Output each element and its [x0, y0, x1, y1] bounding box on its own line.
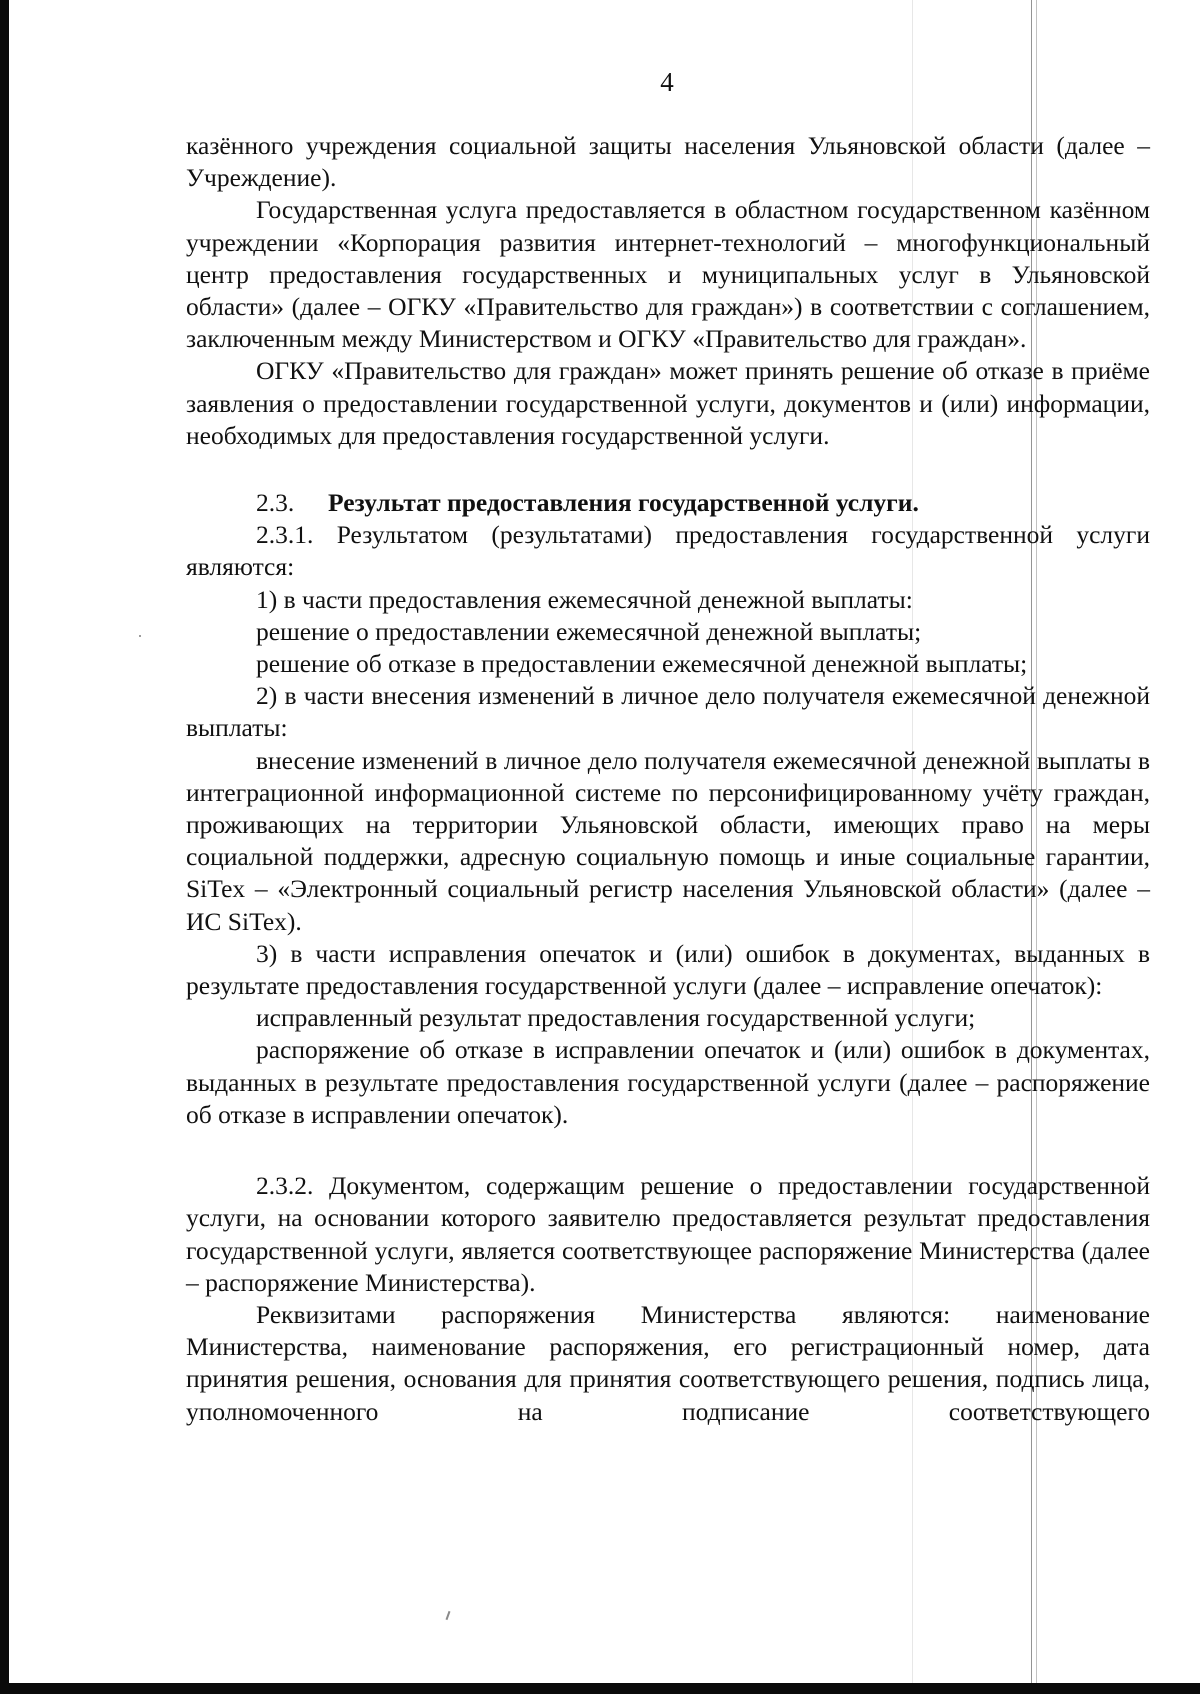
page-number: 4	[660, 67, 674, 97]
scan-artifact	[446, 1611, 451, 1620]
scan-border-left	[0, 0, 9, 1694]
paragraph: распоряжение об отказе в исправлении опечаток и (или) ошибок в документах, выданных в результате предоставления государственной услуги (далее – распоряжение об отказе в исправлении опечаток).	[186, 1035, 1150, 1129]
paragraph: 2.3.1. Результатом (результатами) предоставления государственной услуги являются:	[186, 520, 1150, 582]
spacer	[186, 452, 1150, 487]
paragraph: Реквизитами распоряжения Министерства являются: наименование Министерства, наименование распоряжения, его регистрационный номер, дата принятия решения, основания для принятия соответствующего решения, подпись лица, уполномоченного на подписание соответствующего	[186, 1299, 1150, 1426]
paragraph: ОГКУ «Правительство для граждан» может принять решение об отказе в приёме заявления о предоставлении государственной услуги, документов и (или) информации, необходимых для предоставления государственной услуги.	[186, 356, 1150, 450]
paragraph: 2) в части внесения изменений в личное дело получателя ежемесячной денежной выплаты:	[186, 681, 1150, 743]
spacer	[186, 1131, 1150, 1170]
paragraph: Государственная услуга предоставляется в областном государственном казённом учреждении «Корпорация развития интернет-технологий – многофункциональный центр предоставления государственных и муниципальных услуг в Ульяновской области» (далее – ОГКУ «Правительство для граждан») в соответствии с соглашением, заключенным между Министерством и ОГКУ «Правительство для граждан».	[186, 195, 1150, 354]
section-number: 2.3.	[256, 488, 295, 518]
document-body	[186, 130, 1150, 1428]
paragraph: 2.3.2. Документом, содержащим решение о предоставлении государственной услуги, на основании которого заявителю предоставляется результат предоставления государственной услуги, является соответствующее распоряжение Министерства (далее – распоряжение Министерства).	[186, 1171, 1150, 1297]
list-item: решение об отказе в предоставлении ежемесячной денежной выплаты;	[256, 649, 1028, 679]
list-item: 1) в части предоставления ежемесячной денежной выплаты:	[256, 584, 913, 614]
scan-border-bottom	[0, 1683, 1200, 1694]
paragraph: внесение изменений в личное дело получателя ежемесячной денежной выплаты в интеграционной информационной системе по персонифицированному учёту граждан, проживающих на территории Ульяновской области, имеющих право на меры социальной поддержки, адресную социальную помощь и иные социальные гарантии, SiTex – «Электронный социальный регистр населения Ульяновской области» (далее – ИС SiTex).	[186, 745, 1150, 936]
paragraph: казённого учреждения социальной защиты населения Ульяновской области (далее – Учреждение).	[186, 131, 1150, 193]
scan-artifact	[139, 635, 141, 637]
list-item: исправленный результат предоставления государственной услуги;	[256, 1003, 976, 1033]
section-heading	[186, 487, 1150, 519]
section-title: Результат предоставления государственной услуги.	[328, 488, 919, 518]
list-item: решение о предоставлении ежемесячной денежной выплаты;	[256, 616, 922, 646]
paragraph: 3) в части исправления опечаток и (или) ошибок в документах, выданных в результате предоставления государственной услуги (далее – исправление опечаток):	[186, 938, 1150, 1001]
